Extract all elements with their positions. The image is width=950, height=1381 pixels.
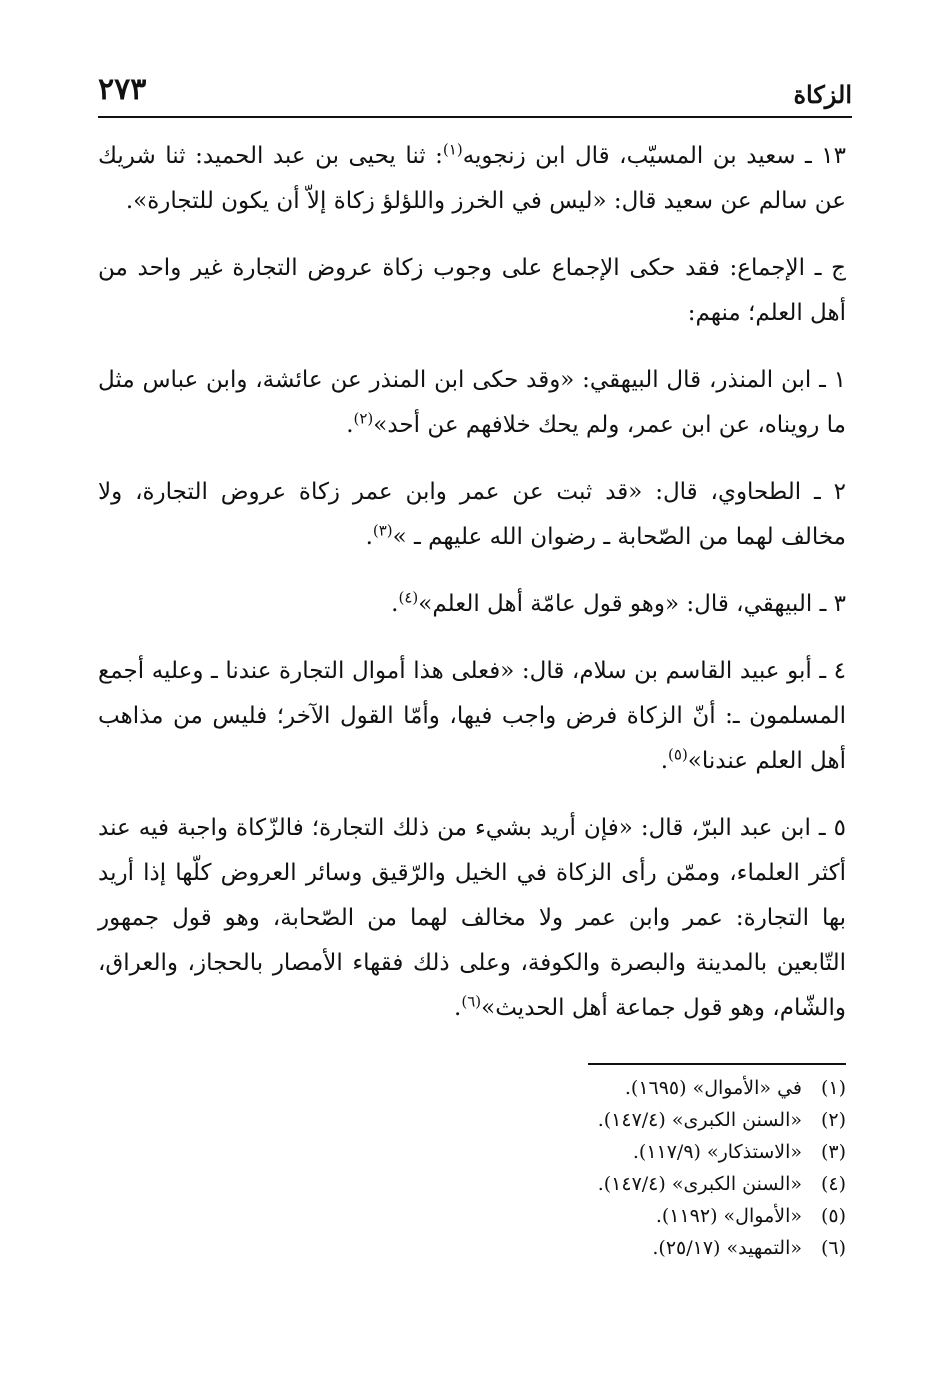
- paragraph-1: [98, 134, 846, 224]
- paragraph-text: ٢ ـ الطحاوي، قال: «قد ثبت عن عمر وابن عمر زكاة عروض التجارة، ولا مخالف لهما من الصّحابة ـ رضوان الله عليهم ـ »: [98, 479, 846, 550]
- footnote-text: «السنن الكبرى» (١٤٧/٤).: [597, 1173, 802, 1195]
- footnote-number: (٥): [820, 1205, 846, 1227]
- paragraph-text: ٤ ـ أبو عبيد القاسم بن سلام، قال: «فعلى هذا أموال التجارة عندنا ـ وعليه أجمع المسلمون ـ: أنّ الزكاة فرض واجب فيها، وأمّا القول الآخر؛ فليس من مذاهب أهل العلم عندنا»: [98, 658, 846, 774]
- footnote-text: في «الأموال» (١٦٩٥).: [624, 1077, 802, 1099]
- paragraph-text: ١٣ ـ سعيد بن المسيّب، قال ابن زنجويه: [462, 143, 846, 169]
- paragraph-3: [98, 358, 846, 448]
- paragraph-5: [98, 582, 846, 627]
- footnote-item: [346, 1168, 846, 1200]
- footnote-text: «التمهيد» (٢٥/١٧).: [652, 1237, 802, 1259]
- footnote-ref: (٤): [398, 588, 419, 607]
- footnote-ref: (١): [442, 140, 463, 159]
- paragraph-text: ٥ ـ ابن عبد البرّ، قال: «فإن أريد بشيء من ذلك التجارة؛ فالزّكاة واجبة فيه عند أكثر العلماء، وممّن رأى الزكاة في الخيل والرّقيق وسائر العروض كلّها إذا أريد بها التجارة: عمر وابن عمر ولا مخالف لهما من الصّحابة، وهو قول جمهور التّابعين بالمدينة والبصرة والكوفة، وعلى ذلك فقهاء الأمصار بالحجاز، والعراق، والشّام، وهو قول جماعة أهل الحديث»: [98, 815, 846, 1021]
- paragraph-text: ٣ ـ البيهقي، قال: «وهو قول عامّة أهل العلم»: [418, 591, 846, 617]
- footnote-number: (٣): [820, 1141, 846, 1163]
- footnote-item: [346, 1232, 846, 1264]
- paragraph-tail: .: [391, 591, 399, 617]
- footnote-text: «الأموال» (١١٩٢).: [655, 1205, 802, 1227]
- paragraph-2: [98, 246, 846, 336]
- footnote-number: (٦): [820, 1237, 846, 1259]
- running-head: الزكاة: [793, 80, 852, 109]
- footnote-text: «الاستذكار» (١١٧/٩).: [632, 1141, 802, 1163]
- footnote-ref: (٣): [372, 521, 393, 540]
- footnote-item: [346, 1136, 846, 1168]
- footnote-divider: [588, 1063, 846, 1065]
- footnote-item: [346, 1200, 846, 1232]
- paragraph-tail: .: [454, 995, 462, 1021]
- paragraph-text: ج ـ الإجماع: فقد حكى الإجماع على وجوب زكاة عروض التجارة غير واحد من أهل العلم؛ منهم:: [98, 255, 846, 326]
- footnote-number: (٢): [820, 1109, 846, 1131]
- paragraph-4: [98, 470, 846, 560]
- paragraph-6: [98, 649, 846, 784]
- footnote-ref: (٥): [668, 745, 688, 764]
- footnote-text: «السنن الكبرى» (١٤٧/٤).: [597, 1109, 802, 1131]
- footnote-ref: (٢): [353, 409, 374, 428]
- footnote-item: [346, 1072, 846, 1104]
- paragraph-tail: .: [660, 748, 669, 774]
- paragraph-tail: .: [365, 524, 373, 550]
- paragraph-tail: : ثنا يحيى بن عبد الحميد: ثنا شريك عن سالم عن سعيد قال: «ليس في الخرز واللؤلؤ زكاة إلاّ أن يكون للتجارة».: [98, 143, 846, 214]
- paragraph-tail: .: [346, 412, 354, 438]
- paragraph-text: ١ ـ ابن المنذر، قال البيهقي: «وقد حكى ابن المنذر عن عائشة، وابن عباس مثل ما رويناه، عن ابن عمر، ولم يحك خلافهم عن أحد»: [98, 367, 846, 438]
- footnote-number: (٤): [820, 1173, 846, 1195]
- paragraph-7: [98, 806, 846, 1031]
- page-header: [98, 70, 852, 118]
- footnote-ref: (٦): [461, 992, 482, 1011]
- footnote-number: (١): [820, 1077, 846, 1099]
- footnotes: [346, 1072, 846, 1264]
- footnote-item: [346, 1104, 846, 1136]
- main-text: [98, 134, 846, 1053]
- page-number: ٢٧٣: [98, 72, 147, 107]
